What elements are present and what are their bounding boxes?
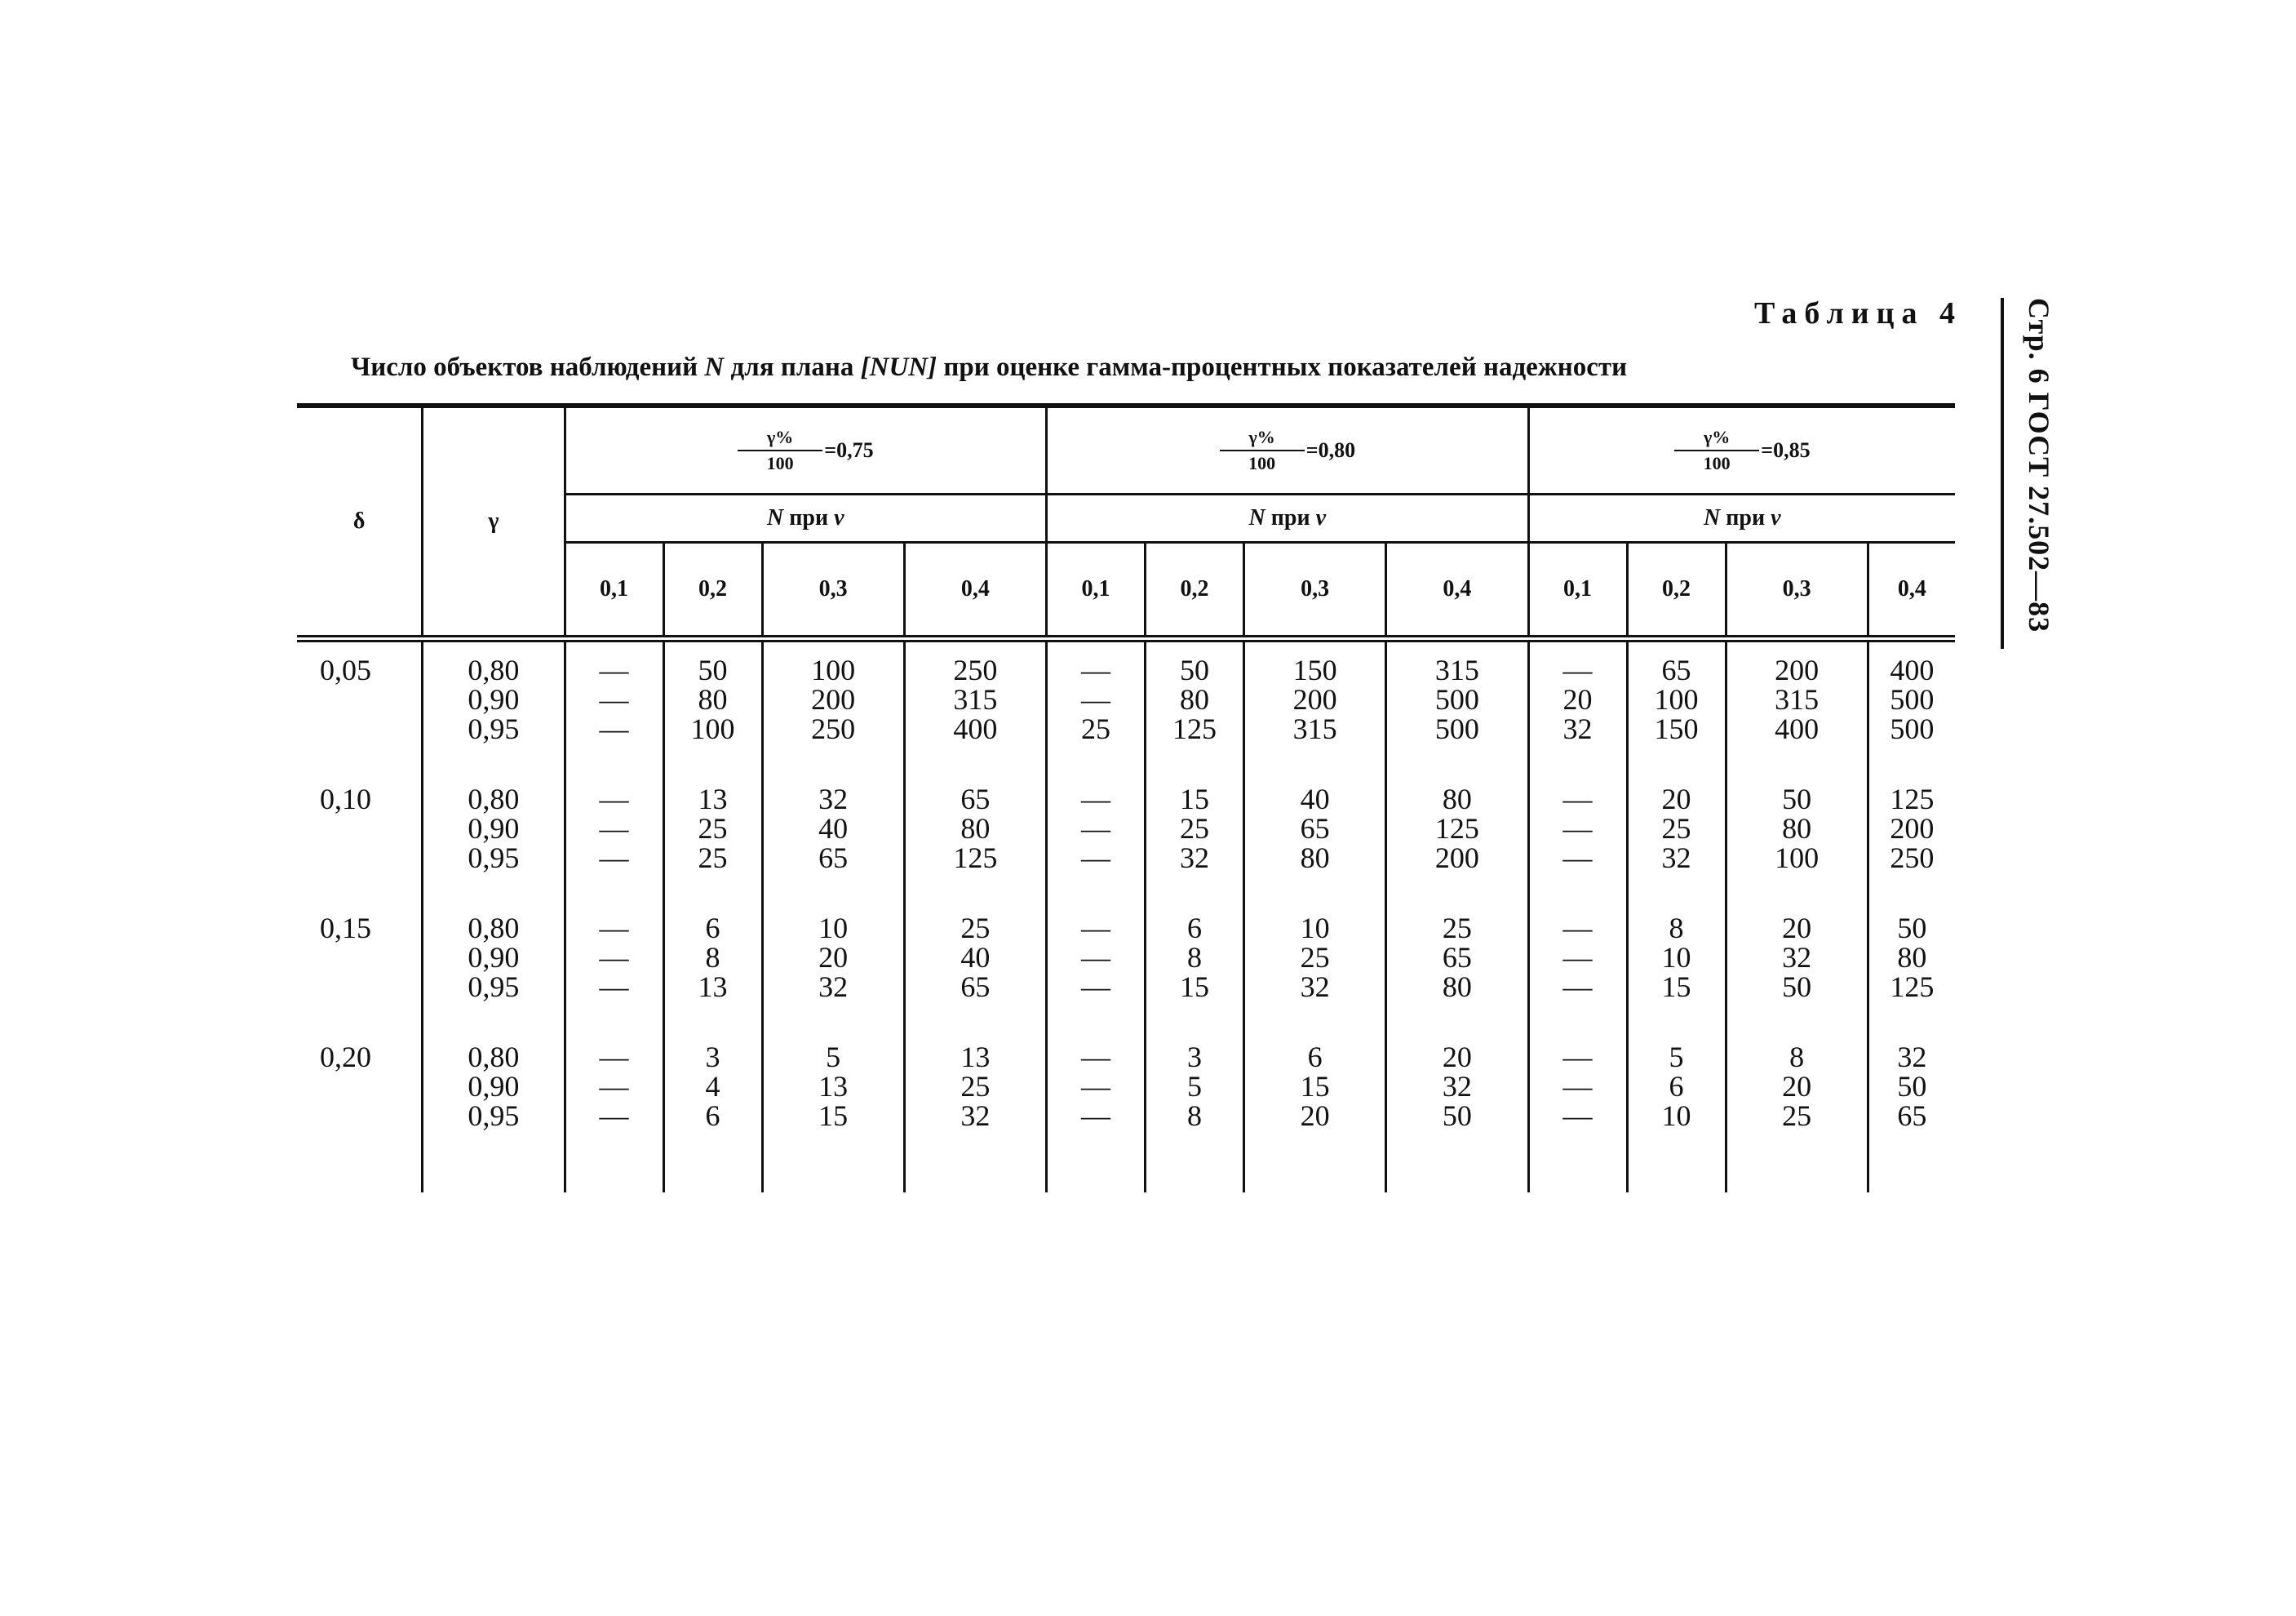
cell-n-values [904,900,1046,1029]
n-value: 25 [1081,713,1111,745]
cell-n-values [1386,639,1528,772]
table-row [297,771,1955,900]
cell-n-values [1726,1029,1868,1192]
cell-n-values [1146,639,1244,772]
header-v: 0,2 [663,543,762,639]
table-header [297,406,1955,639]
cell-n-values [762,639,904,772]
n-pri-v: v [1771,505,1781,531]
cell-n-values [1627,900,1726,1029]
gamma-value: 0,90 [468,683,520,716]
n-value: 5 [1669,1041,1684,1073]
n-value: 20 [1661,783,1691,815]
n-value: 5 [826,1041,841,1073]
header-group-3 [1528,406,1955,495]
n-value: 6 [705,1099,720,1132]
cell-n-values [1244,900,1386,1029]
caption-N: N [704,353,725,382]
n-value: 20 [1782,1070,1812,1103]
n-value: 25 [1180,812,1210,845]
cell-n-values [904,639,1046,772]
n-value: 80 [698,683,728,716]
cell-n-values [565,1029,663,1192]
side-page-header [2001,298,2055,649]
cell-n-values [565,900,663,1029]
n-value: 400 [1890,654,1935,686]
n-value: 250 [811,713,856,745]
data-table [297,403,1955,1192]
n-value: 32 [818,783,849,815]
n-value: 500 [1434,713,1479,745]
n-value: 25 [698,841,728,874]
n-value: — [599,1099,629,1132]
n-pri-text: при [1720,505,1771,531]
n-value: 15 [1180,970,1210,1003]
cell-n-values [1146,771,1244,900]
cell-n-values [1386,771,1528,900]
cell-n-values [565,639,663,772]
n-value: 50 [1897,912,1927,944]
cell-n-values [1627,1029,1726,1192]
cell-n-values [1047,639,1146,772]
n-value: 40 [960,941,991,974]
cell-gamma [423,1029,565,1192]
cell-n-values [1868,639,1955,772]
header-v: 0,4 [904,543,1046,639]
n-value: 32 [1782,941,1812,974]
table-row [297,639,1955,772]
n-value: — [1081,1041,1111,1073]
n-value: 150 [1292,654,1337,686]
header-group-2 [1047,406,1529,495]
cell-n-values [1868,900,1955,1029]
n-value: 100 [1775,841,1820,874]
n-value: 200 [1434,841,1479,874]
cell-delta: 0,15 [320,912,371,944]
n-value: 13 [698,783,728,815]
cell-n-values [1726,900,1868,1029]
n-value: 10 [1661,941,1691,974]
n-value: 10 [1661,1099,1691,1132]
cell-n-values [1528,771,1627,900]
cell-n-values [663,639,762,772]
n-value: — [1081,783,1111,815]
cell-n-values [1627,771,1726,900]
cell-n-values [904,771,1046,900]
gamma-value: 0,95 [468,1099,520,1132]
cell-n-values [1047,900,1146,1029]
cell-delta: 0,05 [320,654,371,686]
table-number: Таблица 4 [1754,296,1963,331]
n-value: 32 [960,1099,991,1132]
n-value: — [1562,654,1593,686]
n-value: 20 [818,941,849,974]
n-value: 400 [1775,713,1820,745]
cell-n-values [1726,771,1868,900]
n-value: 50 [698,654,728,686]
n-value: 25 [1300,941,1330,974]
n-value: 500 [1890,683,1935,716]
n-value: 8 [1187,941,1203,974]
n-value: 100 [811,654,856,686]
header-delta: δ [297,406,423,639]
n-value: 80 [1897,941,1927,974]
n-value: 20 [1442,1041,1472,1073]
n-value: 100 [690,713,735,745]
gamma-value: 0,80 [468,1041,520,1073]
fraction-numerator: γ% [1220,427,1305,451]
n-value: 10 [1300,912,1330,944]
n-value: — [599,941,629,974]
header-v: 0,1 [1528,543,1627,639]
n-value: 125 [1434,812,1479,845]
n-value: 3 [705,1041,720,1073]
n-value: 6 [1307,1041,1323,1073]
n-value: 50 [1442,1099,1472,1132]
gamma-value: 0,95 [468,713,520,745]
cell-n-values [1146,1029,1244,1192]
n-value: — [1562,970,1593,1003]
table-row [297,1029,1955,1192]
n-value: — [1562,941,1593,974]
header-v: 0,4 [1386,543,1528,639]
n-pri-N: N [1704,505,1721,531]
cell-n-values [1528,1029,1627,1192]
header-v: 0,3 [1244,543,1386,639]
n-value: 32 [1897,1041,1927,1073]
n-value: 13 [698,970,728,1003]
n-value: — [599,683,629,716]
cell-n-values [762,900,904,1029]
header-v: 0,3 [762,543,904,639]
cell-n-values [1868,1029,1955,1192]
header-v: 0,1 [1047,543,1146,639]
fraction-denominator: 100 [766,453,794,473]
cell-gamma [423,639,565,772]
n-value: 13 [818,1070,849,1103]
n-value: 6 [705,912,720,944]
n-value: 25 [1442,912,1472,944]
gamma-value: 0,90 [468,1070,520,1103]
header-n-pri-v-1 [565,495,1047,543]
n-value: — [1081,912,1111,944]
n-value: 10 [818,912,849,944]
cell-gamma [423,771,565,900]
n-value: — [599,841,629,874]
n-value: 8 [705,941,720,974]
n-value: — [599,654,629,686]
data-table-wrapper [297,403,1955,1165]
n-value: 25 [960,1070,991,1103]
n-value: — [1081,941,1111,974]
fraction-numerator: γ% [738,427,822,451]
n-value: 100 [1654,683,1699,716]
n-value: — [1562,912,1593,944]
n-value: 125 [1890,970,1935,1003]
n-value: 32 [818,970,849,1003]
gamma-value: 0,90 [468,941,520,974]
n-value: 32 [1300,970,1330,1003]
n-pri-N: N [767,505,784,531]
n-value: 80 [1782,812,1812,845]
n-value: — [599,812,629,845]
n-pri-text: при [1265,505,1316,531]
n-value: 50 [1782,783,1812,815]
cell-n-values [1528,900,1627,1029]
n-value: — [1081,1070,1111,1103]
n-value: 25 [1782,1099,1812,1132]
n-value: — [599,1070,629,1103]
cell-n-values [762,771,904,900]
n-value: 80 [1442,970,1472,1003]
cell-n-values [904,1029,1046,1192]
n-value: 315 [1292,713,1337,745]
cell-delta: 0,20 [320,1041,371,1073]
gamma-value: 0,95 [468,970,520,1003]
n-value: 500 [1434,683,1479,716]
group-1-value: =0,75 [824,438,874,462]
table-body [297,639,1955,1193]
cell-n-values [565,771,663,900]
fraction-denominator: 100 [1703,453,1731,473]
fraction-numerator: γ% [1674,427,1759,451]
n-value: 200 [1775,654,1820,686]
n-value: 65 [1442,941,1472,974]
group-3-value: =0,85 [1761,438,1811,462]
n-value: — [1562,1070,1593,1103]
caption-plan: [NUN] [860,353,937,382]
n-value: 8 [1187,1099,1203,1132]
n-value: 315 [1775,683,1820,716]
cell-n-values [1146,900,1244,1029]
cell-n-values [663,1029,762,1192]
n-value: 125 [1172,713,1217,745]
gamma-value: 0,95 [468,841,520,874]
n-value: — [599,713,629,745]
table-caption [351,353,1901,383]
n-value: 13 [960,1041,991,1073]
n-value: 6 [1669,1070,1684,1103]
n-value: 65 [1661,654,1691,686]
gamma-value: 0,80 [468,654,520,686]
n-value: 3 [1187,1041,1203,1073]
n-value: 125 [953,841,998,874]
n-value: 250 [1890,841,1935,874]
cell-n-values [1244,1029,1386,1192]
n-value: 15 [1300,1070,1330,1103]
cell-n-values [1868,771,1955,900]
n-value: — [1562,783,1593,815]
n-value: 80 [1442,783,1472,815]
group-2-fraction [1220,427,1305,474]
n-value: 15 [1661,970,1691,1003]
cell-n-values [762,1029,904,1192]
gamma-value: 0,80 [468,912,520,944]
n-value: 400 [953,713,998,745]
n-value: 6 [1187,912,1203,944]
header-v: 0,2 [1146,543,1244,639]
n-value: 15 [1180,783,1210,815]
cell-n-values [1386,1029,1528,1192]
n-value: 8 [1789,1041,1805,1073]
n-value: 80 [960,812,991,845]
n-value: 65 [818,841,849,874]
n-value: 32 [1661,841,1691,874]
n-value: 65 [960,783,991,815]
n-value: 50 [1782,970,1812,1003]
n-value: 50 [1897,1070,1927,1103]
side-page-header-text: Стр. 6 ГОСТ 27.502—83 [2023,298,2055,633]
n-value: — [1562,1041,1593,1073]
header-n-pri-v-3 [1528,495,1955,543]
n-value: 4 [705,1070,720,1103]
header-v: 0,4 [1868,543,1955,639]
cell-n-values [1528,639,1627,772]
n-value: 250 [953,654,998,686]
header-group-1 [565,406,1047,495]
n-value: 5 [1187,1070,1203,1103]
cell-delta: 0,10 [320,783,371,815]
n-value: 150 [1654,713,1699,745]
n-value: 20 [1562,683,1593,716]
cell-n-values [1244,639,1386,772]
n-pri-v: v [834,505,844,531]
n-value: — [1562,1099,1593,1132]
n-value: — [1081,1099,1111,1132]
n-value: 315 [1434,654,1479,686]
n-pri-N: N [1248,505,1265,531]
n-value: — [599,1041,629,1073]
n-value: 8 [1669,912,1684,944]
n-value: 80 [1180,683,1210,716]
cell-n-values [1726,639,1868,772]
n-value: — [1081,970,1111,1003]
n-value: — [1562,841,1593,874]
n-value: 25 [1661,812,1691,845]
n-value: 25 [698,812,728,845]
caption-part1: Число объектов наблюдений [351,353,705,382]
header-v: 0,1 [565,543,663,639]
n-value: 200 [811,683,856,716]
n-pri-v: v [1315,505,1327,531]
header-gamma: γ [423,406,565,639]
gamma-value: 0,80 [468,783,520,815]
cell-n-values [663,771,762,900]
group-3-fraction [1674,427,1759,474]
cell-n-values [1047,1029,1146,1192]
table-row [297,900,1955,1029]
n-value: — [1081,841,1111,874]
n-value: 32 [1180,841,1210,874]
n-value: 25 [960,912,991,944]
n-value: — [1081,654,1111,686]
n-value: 40 [1300,783,1330,815]
n-value: 315 [953,683,998,716]
n-value: 50 [1180,654,1210,686]
n-value: 65 [1897,1099,1927,1132]
n-value: — [1562,812,1593,845]
n-value: 32 [1442,1070,1472,1103]
cell-n-values [1627,639,1726,772]
cell-n-values [1244,771,1386,900]
n-value: — [599,912,629,944]
group-1-fraction [738,427,822,474]
n-value: — [599,783,629,815]
group-2-value: =0,80 [1305,438,1356,462]
n-value: 20 [1300,1099,1330,1132]
n-value: 65 [960,970,991,1003]
n-value: — [1081,683,1111,716]
fraction-denominator: 100 [1248,453,1276,473]
n-value: 200 [1890,812,1935,845]
n-value: 125 [1890,783,1935,815]
n-value: 40 [818,812,849,845]
n-pri-text: при [783,505,835,531]
header-v: 0,3 [1726,543,1868,639]
n-value: 80 [1300,841,1330,874]
n-value: 15 [818,1099,849,1132]
n-value: — [1081,812,1111,845]
cell-n-values [1047,771,1146,900]
caption-part2: для плана [724,353,861,382]
cell-n-values [663,900,762,1029]
n-value: 65 [1300,812,1330,845]
n-value: 32 [1562,713,1593,745]
caption-part3: при оценке гамма-процентных показателей надежности [937,353,1628,382]
n-value: 500 [1890,713,1935,745]
n-value: 20 [1782,912,1812,944]
cell-gamma [423,900,565,1029]
gamma-value: 0,90 [468,812,520,845]
header-n-pri-v-2 [1047,495,1529,543]
header-v: 0,2 [1627,543,1726,639]
cell-n-values [1386,900,1528,1029]
n-value: 200 [1292,683,1337,716]
n-value: — [599,970,629,1003]
